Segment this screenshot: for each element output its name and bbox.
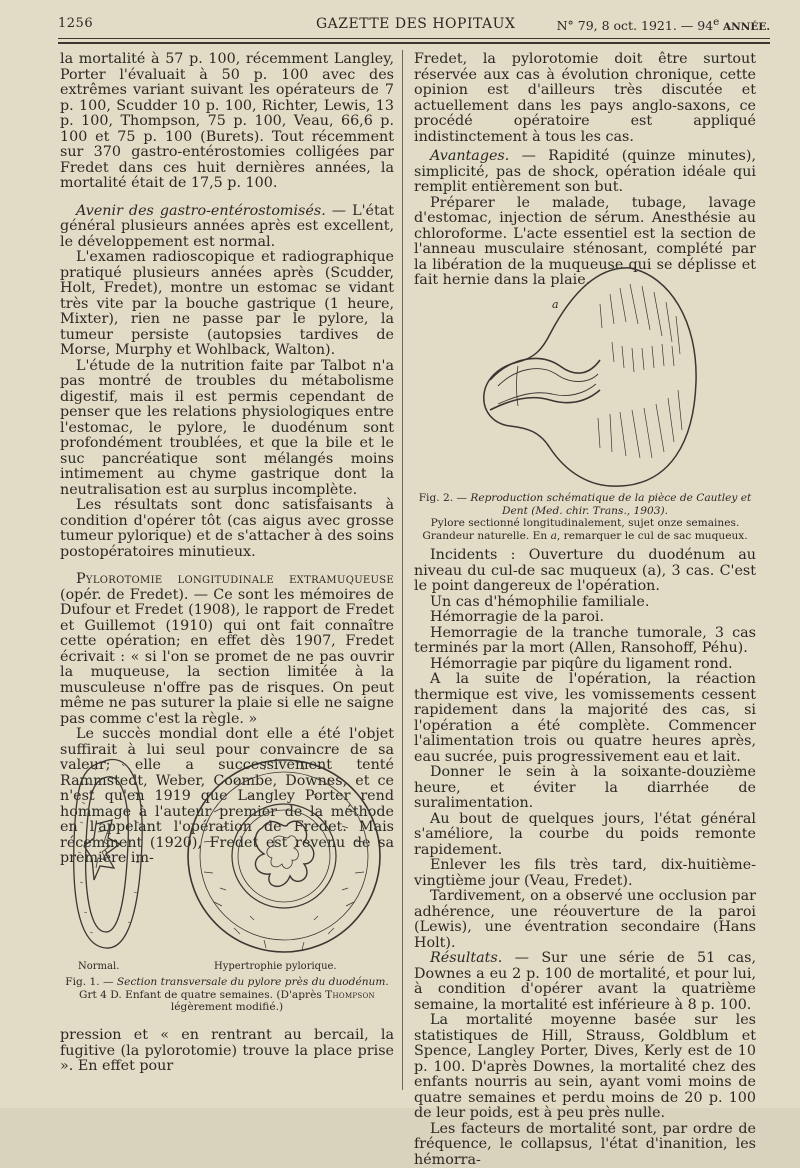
paragraph: Incidents : Ouverture du duodénum au niveau du cul-de sac muqueux (a), 3 cas. C'est le point dangereux de l'opération. <box>414 548 756 595</box>
paragraph: L'examen radioscopique et radiographique pratiqué plusieurs années après (Scudder, Holt, Fredet), montre un estomac se vidant très vite par la bouche gastrique (1 heure, Mixter), rien ne passe par le pylore, la tumeur persiste (autopsies tardives de Morse, Murphy et Wohlback, Walton). <box>60 250 394 359</box>
paragraph: Pylorotomie longitudinale extramuqueuse (opér. de Fredet). — Ce sont les mémoires de Dufour et Fredet (1908), le rapport de Fredet et Guillemot (1910) qui ont fait connaître cette opération; en effet dès 1907, Fredet écrivait : « si l'on se promet de ne pas ouvrir la muqueuse, la section limitée à la musculeuse n'offre pas de risques. On peut même ne pas suturer la plaie si elle ne saigne pas comme c'est la règle. » <box>60 572 394 727</box>
running-header <box>58 14 770 36</box>
paragraph: Préparer le malade, tubage, lavage d'estomac, injection de sérum. Anesthésie au chloroforme. L'acte essentiel est la section de l'anneau musculaire sténosant, complété par la libération de la muqueuse qui se déplisse et fait hernie dans la plaie. <box>414 196 756 289</box>
paragraph: pression et « en rentrant au bercail, la fugitive (la pylorotomie) trouve la place prise ». En effet pour <box>60 1028 394 1075</box>
left-column-text-continued <box>60 1028 394 1075</box>
figure-1-illustration <box>64 742 394 960</box>
paragraph: Les facteurs de mortalité sont, par ordre de fréquence, le collapsus, l'état d'inanition, les hémorra- <box>414 1122 756 1168</box>
paragraph: la mortalité à 57 p. 100, récemment Langley, Porter l'évaluait à 50 p. 100 avec des extrêmes variant suivant les opérateurs de 7 p. 100, Scudder 10 p. 100, Richter, Lewis, 13 p. 100, Thompson, 75 p. 100, Veau, 66,6 p. 100 et 75 p. 100 (Burets). Tout récemment sur 370 gastro-entérostomies colligées par Fredet dans ces huit dernières années, la mortalité était de 17,5 p. 100. <box>60 52 394 192</box>
column-divider <box>402 50 403 1090</box>
paragraph: Tardivement, on a observé une occlusion par adhérence, une réouverture de la paroi (Lewis), une éventration secondaire (Hans Holt). <box>414 889 756 951</box>
paragraph: Les résultats sont donc satisfaisants à condition d'opérer tôt (cas aigus avec grosse tumeur pylorique) et de s'attacher à des soins postopératoires minutieux. <box>60 498 394 560</box>
pylorus-outer-outline <box>484 268 696 486</box>
paragraph: Hémorragie de la paroi. <box>414 610 756 626</box>
paragraph: Enlever les fils très tard, dix-huitième-vingtième jour (Veau, Fredet). <box>414 858 756 889</box>
figure-2-illustration <box>470 262 710 490</box>
paragraph: A la suite de l'opération, la réaction thermique est vive, les vomissements cessent rapidement dans la majorité des cas, si l'opération a été complète. Commencer l'alimentation trois ou quatre heures après, eau sucrée, puis progressivement eau et lait. <box>414 672 756 765</box>
figure-2-label-a: a <box>552 298 559 311</box>
figure-1-label-hypertrophy: Hypertrophie pylorique. <box>214 961 337 972</box>
paragraph: Un cas d'hémophilie familiale. <box>414 595 756 611</box>
paragraph: Avantages. — Rapidité (quinze minutes), simplicité, pas de shock, opération idéale qui remplit entièrement son but. <box>414 149 756 196</box>
page-number: 1256 <box>58 16 93 31</box>
right-column-text <box>414 52 756 289</box>
right-column-text-continued <box>414 548 756 1168</box>
paragraph: Avenir des gastro-entérostomisés. — L'état général plusieurs années après est excellent, le développement est normal. <box>60 204 394 251</box>
paragraph: Au bout de quelques jours, l'état général s'améliore, la courbe du poids remonte rapidement. <box>414 812 756 859</box>
journal-title: GAZETTE DES HOPITAUX <box>316 16 515 32</box>
paragraph: Donner le sein à la soixante-douzième heure, et éviter la diarrhée de suralimentation. <box>414 765 756 812</box>
normal-pylorus-drawing <box>74 760 142 949</box>
figure-1-label-normal: Normal. <box>78 961 119 972</box>
paragraph: La mortalité moyenne basée sur les statistiques de Hill, Strauss, Goldblum et Spence, Langley Porter, Dives, Kerly est de 10 p. 100. D'après Downes, la mortalité chez des enfants nourris au sein, ayant vomi moins de quatre semaines et perdu moins de 20 p. 100 de leur poids, est à peu près nulle. <box>414 1013 756 1122</box>
paragraph: Le succès mondial dont elle a été l'objet suffirait à lui seul pour convaincre de sa valeur; elle a successivement tenté Rammstedt, Weber, Coombe, Downes, et ce n'est qu'en 1919 que Langley Porter rend hommage à l'auteur premier de la méthode en l'appelant l'opération de Fredet. Mais récemment (1920), Fredet est revenu de sa première im- <box>60 727 394 867</box>
issue-info: N° 79, 8 oct. 1921. — 94e ANNÉE. <box>557 16 770 33</box>
paragraph: Hemorragie de la tranche tumorale, 3 cas terminés par la mort (Allen, Ransohoff, Péhu). <box>414 626 756 657</box>
paragraph: Hémorragie par piqûre du ligament rond. <box>414 657 756 673</box>
figure-1-caption: Fig. 1. — Section transversale du pylore près du duodénum. Grt 4 D. Enfant de quatre semaines. (D'après Thompson légèrement modifié.) <box>60 976 394 1014</box>
header-rule-thin <box>58 38 770 39</box>
figure-2-caption: Fig. 2. — Reproduction schématique de la pièce de Cautley et Dent (Med. chir. Trans., 1903). Pylore sectionné longitudinalement, sujet onze semaines. Grandeur naturelle. En a, remarquer le cul de sac muqueux. <box>414 492 756 542</box>
paragraph: Fredet, la pylorotomie doit être surtout réservée aux cas à évolution chronique, cette opinion est d'ailleurs très discutée et actuellement dans les pays anglo-saxons, ce procédé opératoire est appliqué indistinctement à tous les cas. <box>414 52 756 145</box>
paragraph: Résultats. — Sur une série de 51 cas, Downes a eu 2 p. 100 de mortalité, et pour lui, à condition d'opérer avant la quatrième semaine, la mortalité est inférieure à 8 p. 100. <box>414 951 756 1013</box>
hypertrophic-pylorus-drawing <box>188 760 380 952</box>
paragraph: L'étude de la nutrition faite par Talbot n'a pas montré de troubles du métabolisme digestif, mais il est permis cependant de penser que les relations physiologiques entre l'estomac, le pylore, le duodénum sont profondément troublées, et que la bile et le suc pancréatique sont mélangés moins intimement au chyme gastrique dont la neutralisation est au surplus incomplète. <box>60 359 394 499</box>
header-rule-thick <box>58 42 770 44</box>
